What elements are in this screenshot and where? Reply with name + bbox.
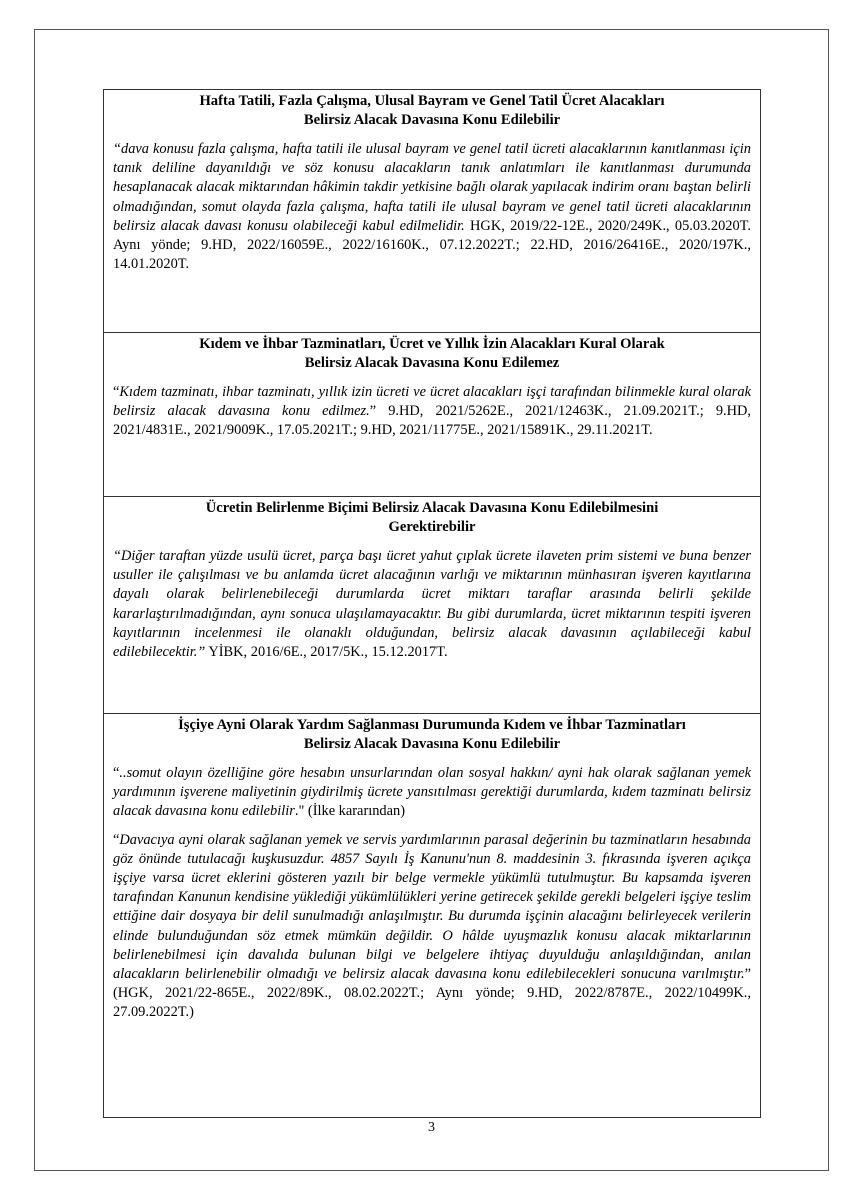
citation-text: HGK, 2019/22-12E., 2020/249K., 05.03.2020T. Aynı yönde; 9.HD, 2022/16059E., 2022/16160K., 07.12.2022T.; 22.HD, 2016/26416E., 2020/197K., 14.01.2020T.	[113, 217, 751, 273]
quote-paragraph	[113, 831, 751, 1023]
section-kidem-ihbar	[104, 333, 760, 497]
section-title	[113, 90, 751, 130]
section-title-line1: Ücretin Belirlenme Biçimi Belirsiz Alacak Davasına Konu Edilebilmesini	[205, 500, 659, 516]
section-title-line1: İşçiye Ayni Olarak Yardım Sağlanması Durumunda Kıdem ve İhbar Tazminatları	[178, 717, 686, 733]
quote-paragraph	[113, 547, 751, 662]
section-title-line2: Gerektirebilir	[388, 519, 476, 535]
quote-text: ..somut olayın özelliğine göre hesabın unsurlarından olan sosyal hakkın/ ayni hak olarak sağlanan yemek yardımının işverene maliyetinin giydirilmiş ücrete yansıtılması gerektiği durumlarda, kıdem tazminatı belirsiz alacak davasına konu edilebilir	[113, 765, 751, 820]
page-number: 3	[428, 1120, 435, 1135]
section-title	[113, 714, 751, 754]
quote-text: “Diğer taraftan yüzde usulü ücret, parça başı ücret yahut çıplak ücrete ilaveten prim sistemi ve buna benzer usuller ile çalışılması ve bu anlamda ücret alacağının varlığı ve miktarının münhasıran işveren kayıtlarına dayalı olarak belirlenebileceği durumlarda ücret miktarı taraflar arasında belirli şekilde kararlaştırılmadığından, aynı sonuca ulaşılamayacaktır. Bu gibi durumlarda, ücret miktarının tespiti işveren kayıtlarının incelenmesi ile olanaklı olduğundan, belirsiz alacak davasının açılabileceği kabul edilebilecektir.”	[113, 548, 751, 661]
section-title	[113, 497, 751, 537]
open-quote-mark: “	[113, 384, 120, 400]
citation-text: YİBK, 2016/6E., 2017/5K., 15.12.2017T.	[205, 644, 448, 661]
quote-paragraph	[113, 764, 751, 822]
citation-text: ” 9.HD, 2021/5262E., 2021/12463K., 21.09.2021T.; 9.HD, 2021/4831E., 2021/9009K., 17.05.2021T.; 9.HD, 2021/11775E., 2021/15891K., 29.11.2021T.	[113, 403, 751, 439]
quote-text: Davacıya ayni olarak sağlanan yemek ve servis yardımlarının parasal değerinin bu tazminatların hesabında göz önünde tutulacağı kuşkusuzdur. 4857 Sayılı İş Kanunu'nun 8. maddesinin 3. fıkrasında işveren açıkça işçiye varsa ücret eklerini gösteren yazılı bir belge vermekle yükümlü tutulmuştur. Bu kapsamda işveren tarafından Kanunun kendisine yüklediği yükümlülükleri yerine getirecek şekilde gerekli belgeleri işçiye teslim ettiğine dair dosyaya bir delil sunulmadığı anlaşılmıştır. Bu durumda işçinin alacağını belirleyecek verilerin elinde bulunduğundan söz etmek mümkün değildir. O hâlde uyuşmazlık konusu alacak miktarlarının belirlenebilmesi için davalıda bulunan bilgi ve belgelere ihtiyaç duyulduğu anlaşıldığından, anılan alacakların belirlenebilir olmadığı ve belirsiz alacak davasına konu edilebilecekleri sonucuna varılmıştır.	[113, 831, 751, 983]
section-ucret-belirlenme	[104, 497, 760, 714]
quote-paragraph	[113, 140, 751, 274]
quote-paragraph	[113, 383, 751, 441]
open-quote-mark: “	[113, 831, 120, 848]
content-table	[103, 89, 761, 1118]
section-title-line2: Belirsiz Alacak Davasına Konu Edilemez	[304, 355, 560, 371]
section-title-line1: Kıdem ve İhbar Tazminatları, Ücret ve Yıllık İzin Alacakları Kural Olarak	[199, 336, 665, 352]
citation-text: ." (İlke kararından)	[294, 803, 405, 820]
section-title-line1: Hafta Tatili, Fazla Çalışma, Ulusal Bayram ve Genel Tatil Ücret Alacakları	[199, 93, 665, 109]
section-ayni-yardim	[104, 714, 760, 1117]
citation-text: ” (HGK, 2021/22-865E., 2022/89K., 08.02.2022T.; Aynı yönde; 9.HD, 2022/8787E., 2022/10499K., 27.09.2022T.)	[113, 966, 751, 1021]
quote-text: “dava konusu fazla çalışma, hafta tatili ile ulusal bayram ve genel tatil ücreti alacaklarının kanıtlanması için tanık deliline dayanıldığı ve söz konusu alacakların tanık anlatımları ile kanıtlanması durumunda hesaplanacak alacak miktarından hâkimin takdir yetkisine bağlı olarak yapılacak indirim oranı baştan belirli olmadığından, somut olayda fazla çalışma, hafta tatili ile ulusal bayram ve genel tatil ücreti alacaklarının belirsiz alacak davası konusu olabileceği kabul edilmelidir.	[113, 141, 751, 234]
section-title-line2: Belirsiz Alacak Davasına Konu Edilebilir	[303, 112, 561, 128]
quote-text: Kıdem tazminatı, ihbar tazminatı, yıllık izin ücreti ve ücret alacakları işçi tarafından bilinmekle kural olarak belirsiz alacak davasına konu edilmez.	[113, 384, 751, 420]
section-hafta-tatili	[104, 90, 760, 333]
section-title-line2: Belirsiz Alacak Davasına Konu Edilebilir	[303, 736, 561, 752]
open-quote-mark: “	[113, 765, 120, 781]
section-title	[113, 333, 751, 373]
